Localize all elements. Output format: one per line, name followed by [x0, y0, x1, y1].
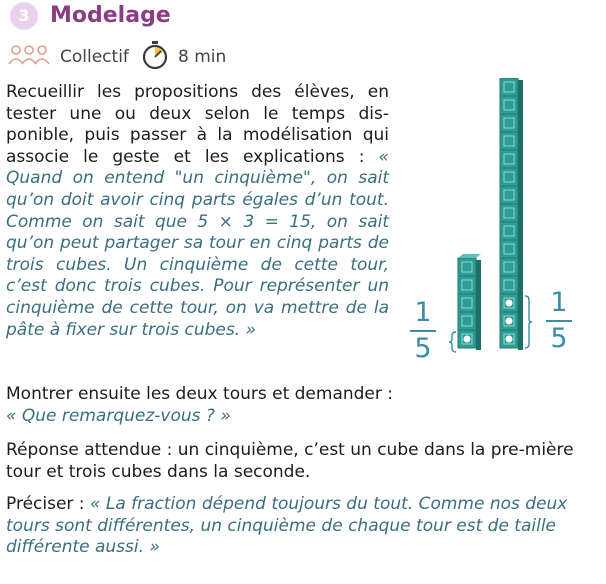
large-tower-cube — [500, 240, 523, 260]
paragraph-expected-answer: Réponse attendue : un cinquième, c’est un cube dans la pre-mière tour et trois cubes dans la seconde. — [6, 440, 574, 482]
small-tower-cube — [458, 312, 481, 332]
large-tower-cube — [500, 276, 523, 296]
fraction-left-denominator: 5 — [414, 333, 432, 364]
step-number-badge: 3 — [10, 2, 38, 30]
section-title: Modelage — [50, 3, 171, 28]
fraction-left — [410, 298, 436, 364]
show-towers-text: Montrer ensuite les deux tours et demander : — [6, 384, 394, 404]
cube-towers-illustration — [410, 78, 606, 378]
large-tower-cube — [500, 330, 523, 350]
small-tower-cube — [458, 330, 481, 350]
large-tower-cube — [500, 294, 523, 314]
fraction-right-numerator: 1 — [550, 287, 568, 318]
small-tower-fix-marker — [464, 336, 471, 343]
section-header — [6, 0, 306, 34]
large-tower-cube — [500, 258, 523, 278]
fraction-left-bar — [410, 330, 436, 332]
large-tower-cube — [500, 222, 523, 242]
large-tower-fix-marker — [506, 336, 513, 343]
teacher-quote: « Quand on entend "un cinquième", on sait qu’on doit avoir cinq parts égales d’un tout. Comme on sait que 5 × 3 = 15, on sait qu’on peut partager sa tour en cinq parts de trois cubes. Un cinquième de cette tour, c’est donc trois cubes. Pour représenter un cinquième de cette tour, on va mettre de la pâte à fixer sur trois cubes. » — [6, 146, 390, 340]
brace-left — [449, 332, 456, 352]
fraction-left-numerator: 1 — [414, 297, 432, 328]
small-tower-cube — [458, 276, 481, 296]
paragraph-clarify — [6, 494, 574, 559]
fraction-right-denominator: 5 — [550, 323, 568, 354]
clarify-quote: « La fraction dépend toujours du tout. Comme nos deux tours sont différentes, un cinquième de chaque tour est de taille différente aussi. » — [6, 494, 568, 558]
large-tower-cube — [500, 132, 523, 152]
paragraph-instructions — [6, 82, 389, 341]
large-tower-cube — [500, 78, 523, 98]
timer-icon — [142, 40, 168, 74]
large-tower-cube — [500, 312, 523, 332]
activity-meta — [6, 40, 306, 74]
fraction-right — [546, 288, 572, 354]
brace-right — [525, 296, 532, 348]
clarify-label: Préciser : — [6, 494, 85, 514]
large-tower-cube — [500, 204, 523, 224]
large-tower-cube — [500, 96, 523, 116]
large-tower-cube — [500, 186, 523, 206]
question-quote: « Que remarquez-vous ? » — [6, 405, 231, 426]
large-tower-cube — [500, 150, 523, 170]
group-icon — [8, 44, 50, 70]
fraction-right-bar — [546, 320, 572, 322]
small-tower-cube — [458, 294, 481, 314]
towers-svg — [410, 78, 606, 378]
small-tower-top — [458, 254, 481, 258]
instructions-text: Recueillir les propositions des élèves, en tester une ou deux selon le temps dis-ponible, puis passer à la modélisation qui associe le geste et les explications : — [6, 82, 389, 167]
large-tower-cube — [500, 114, 523, 134]
duration-label: 8 min — [178, 47, 227, 67]
large-tower-fix-marker — [506, 300, 513, 307]
mode-label: Collectif — [60, 47, 129, 67]
small-tower-cube — [458, 258, 481, 278]
paragraph-show-towers — [6, 384, 566, 427]
large-tower-cube — [500, 168, 523, 188]
large-tower-fix-marker — [506, 318, 513, 325]
